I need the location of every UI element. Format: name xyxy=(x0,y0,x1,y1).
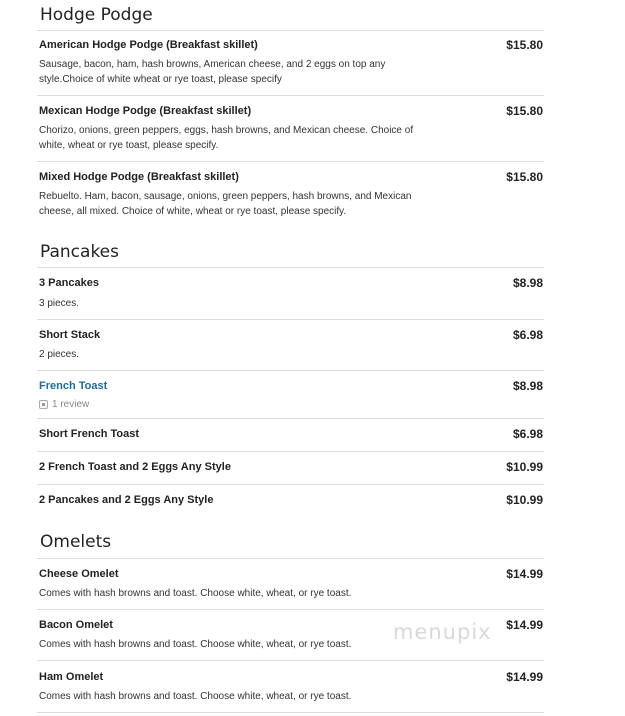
menu-item-name: Bacon Omelet xyxy=(39,619,113,631)
menu-item-description: Comes with hash browns and toast. Choose white, wheat, or rye toast. xyxy=(39,588,352,599)
divider xyxy=(37,267,544,268)
section-title-omelets: Omelets xyxy=(40,532,112,552)
divider xyxy=(37,370,544,371)
menu-item-name: 3 Pancakes xyxy=(39,277,99,289)
section-title-hodge-podge: Hodge Podge xyxy=(40,5,153,25)
menu-item-description: Rebuelto. Ham, bacon, sausage, onions, green peppers, hash browns, and Mexican cheese, all mixed. Choice of white, wheat or rye toast, please specify. xyxy=(39,191,412,217)
divider xyxy=(37,451,544,452)
divider xyxy=(37,484,544,485)
menu-item-name: Ham Omelet xyxy=(39,671,104,683)
menu-item-name: Cheese Omelet xyxy=(39,568,119,580)
menu-item-price: $14.99 xyxy=(506,618,543,632)
menu-item-price: $10.99 xyxy=(506,493,543,507)
divider xyxy=(37,660,544,661)
divider xyxy=(37,30,544,31)
review-count: 1 review xyxy=(52,399,90,410)
menu-item-description: Sausage, bacon, ham, hash browns, American cheese, and 2 eggs on top any style.Choice of white wheat or rye toast, please specify xyxy=(39,59,386,85)
menu-item-description: 3 pieces. xyxy=(39,298,80,309)
menu-item-price: $6.98 xyxy=(512,328,543,342)
menu-item-price: $14.99 xyxy=(506,670,543,684)
menu-item-description: Comes with hash browns and toast. Choose white, wheat, or rye toast. xyxy=(39,691,352,702)
divider xyxy=(37,712,544,713)
menu-item-name: Mixed Hodge Podge (Breakfast skillet) xyxy=(39,171,239,183)
divider xyxy=(37,609,544,610)
review-icon xyxy=(39,400,48,409)
divider xyxy=(37,319,544,320)
menu-item-price: $10.99 xyxy=(506,460,543,474)
menu-item-price: $14.99 xyxy=(506,567,543,581)
menu-item-price: $6.98 xyxy=(512,427,543,441)
menu-item-name: Mexican Hodge Podge (Breakfast skillet) xyxy=(39,105,252,117)
divider xyxy=(37,558,544,559)
menu-item-price: $15.80 xyxy=(506,104,543,118)
menu-item-name: Short French Toast xyxy=(39,428,140,440)
review-link[interactable] xyxy=(39,399,89,410)
menu-item-price: $8.98 xyxy=(512,379,543,393)
menu-item-name: 2 Pancakes and 2 Eggs Any Style xyxy=(39,494,214,506)
section-title-pancakes: Pancakes xyxy=(40,242,119,262)
menu-item-name: 2 French Toast and 2 Eggs Any Style xyxy=(39,461,231,473)
menu-item-price: $15.80 xyxy=(506,38,543,52)
watermark-logo: menupix xyxy=(393,620,492,644)
divider xyxy=(37,161,544,162)
menu-item-price: $8.98 xyxy=(512,276,543,290)
menu-item-price: $15.80 xyxy=(506,170,543,184)
divider xyxy=(37,95,544,96)
menu-item-name: Short Stack xyxy=(39,329,101,341)
divider xyxy=(37,418,544,419)
menu-item-description: Comes with hash browns and toast. Choose white, wheat, or rye toast. xyxy=(39,639,352,650)
menu-item-name: American Hodge Podge (Breakfast skillet) xyxy=(39,39,258,51)
menu-item-description: 2 pieces. xyxy=(39,349,80,360)
menu-item-link-french-toast[interactable]: French Toast xyxy=(39,380,108,392)
menu-item-description: Chorizo, onions, green peppers, eggs, hash browns, and Mexican cheese. Choice of white, wheat or rye toast, please specify. xyxy=(39,125,414,151)
